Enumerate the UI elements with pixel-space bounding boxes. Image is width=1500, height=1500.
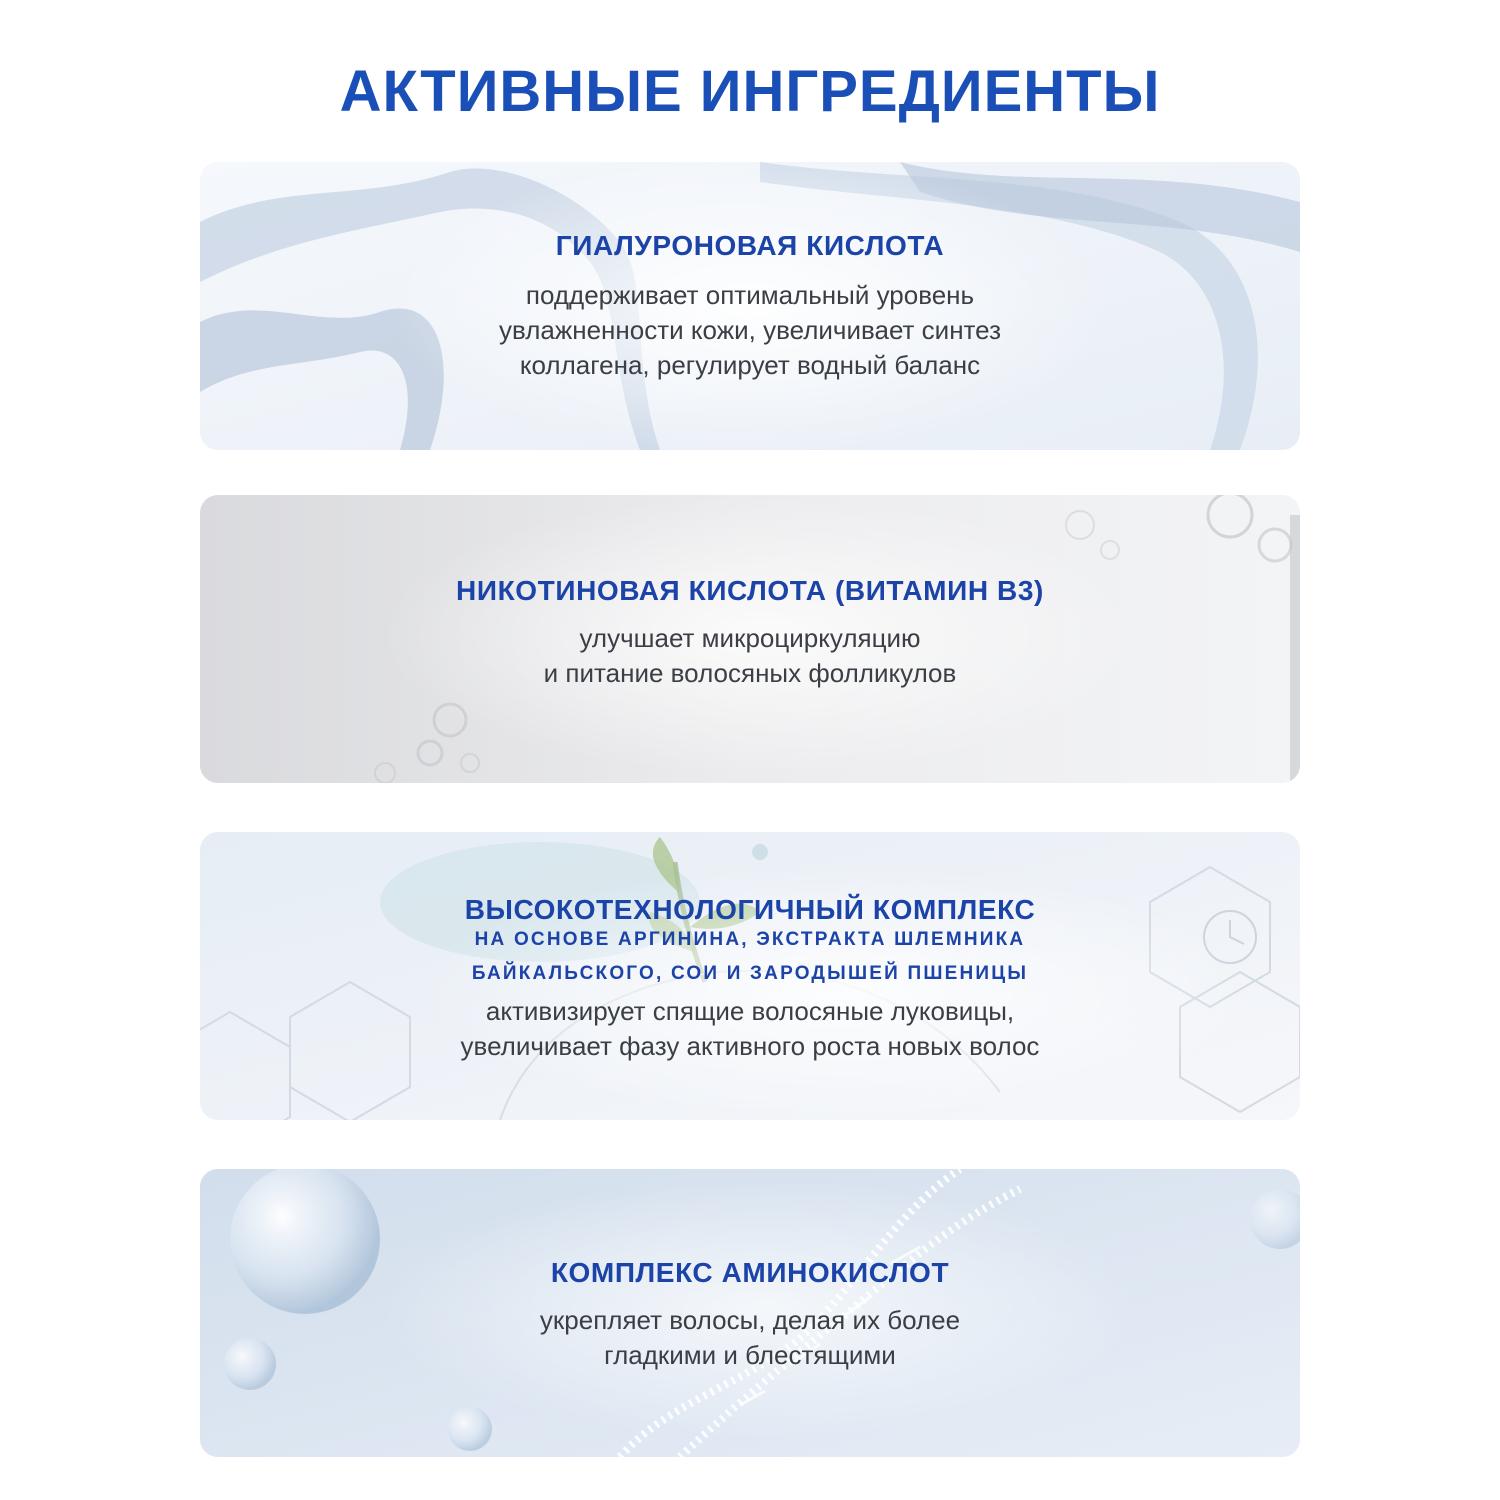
ingredient-description-line: активизирует спящие волосяные луковицы,: [485, 996, 1015, 1026]
ingredient-content: [200, 162, 1300, 450]
ingredient-subtitle-line: БАЙКАЛЬСКОГО, СОИ И ЗАРОДЫШЕЙ ПШЕНИЦЫ: [471, 963, 1029, 984]
ingredient-card-hyaluronic: [200, 162, 1300, 450]
ingredient-card-complex: [200, 832, 1300, 1120]
ingredient-description-line: улучшает микроциркуляцию: [579, 623, 921, 653]
ingredient-description-line: укрепляет волосы, делая их более: [539, 1305, 961, 1335]
ingredient-content: [200, 495, 1300, 783]
ingredient-description-line: увлажненности кожи, увеличивает синтез: [499, 315, 1001, 345]
ingredient-title: НИКОТИНОВАЯ КИСЛОТА (ВИТАМИН B3): [456, 575, 1044, 606]
ingredient-title: ГИАЛУРОНОВАЯ КИСЛОТА: [555, 230, 945, 261]
ingredient-title: КОМПЛЕКС АМИНОКИСЛОТ: [550, 1257, 950, 1288]
ingredient-description-line: увеличивает фазу активного роста новых волос: [460, 1031, 1040, 1061]
ingredient-description-line: и питание волосяных фолликулов: [543, 658, 957, 688]
ingredient-description-line: коллагена, регулирует водный баланс: [519, 350, 981, 380]
ingredient-card-amino: [200, 1169, 1300, 1457]
ingredient-title: ВЫСОКОТЕХНОЛОГИЧНЫЙ КОМПЛЕКС: [464, 894, 1036, 925]
ingredient-content: [200, 832, 1300, 1120]
ingredient-description-line: гладкими и блестящими: [604, 1340, 896, 1370]
ingredient-subtitle-line: НА ОСНОВЕ АРГИНИНА, ЭКСТРАКТА ШЛЕМНИКА: [474, 929, 1026, 950]
ingredient-content: [200, 1169, 1300, 1457]
ingredient-card-nicotinic: [200, 495, 1300, 783]
page-title: АКТИВНЫЕ ИНГРЕДИЕНТЫ: [339, 59, 1161, 124]
ingredient-description-line: поддерживает оптимальный уровень: [525, 280, 975, 310]
